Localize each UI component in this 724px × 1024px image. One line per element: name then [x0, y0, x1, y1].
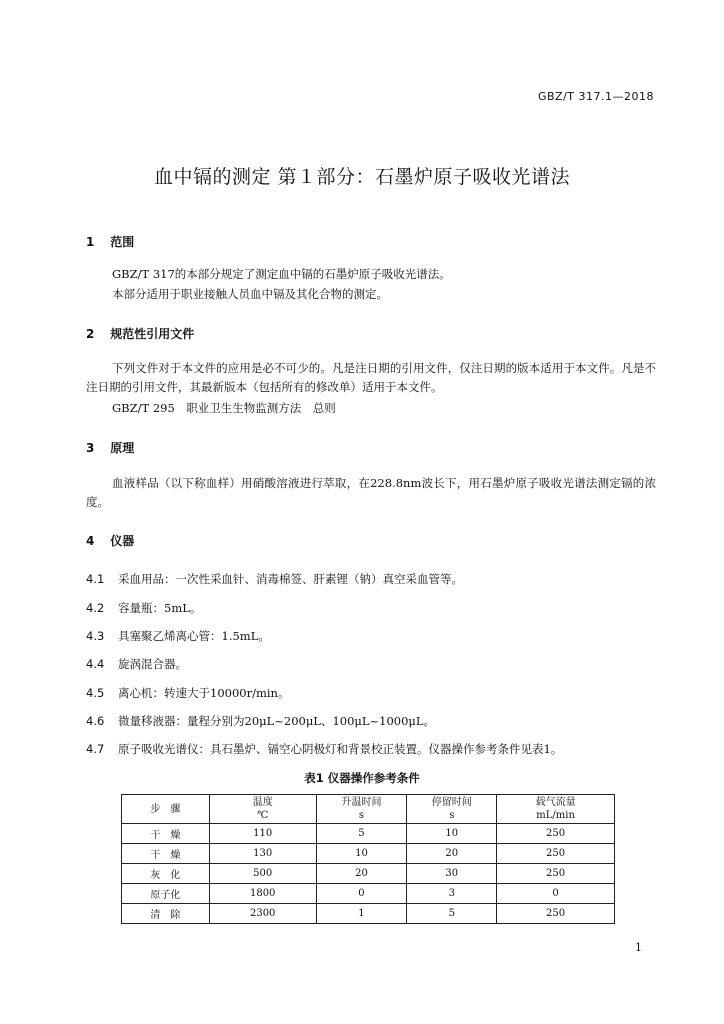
- item-number: 4.6: [86, 714, 105, 728]
- section-number: 3: [86, 441, 95, 455]
- standard-code: GBZ/T 317.1—2018: [537, 90, 654, 103]
- section-title: 范围: [110, 235, 135, 249]
- instrument-conditions-table: [121, 794, 615, 924]
- instrument-item-4-5: [86, 685, 289, 701]
- table-cell: 250: [497, 864, 615, 884]
- table-cell: 灰 化: [122, 864, 210, 884]
- table-row: [122, 884, 615, 904]
- header-gas-flow: 载气流量 mL/min: [497, 795, 615, 824]
- header-step: 步 骤: [122, 795, 210, 824]
- instrument-item-4-7: [86, 741, 562, 757]
- header-unit: ℃: [257, 810, 269, 821]
- item-text: 原子吸收光谱仪：具石墨炉、镉空心阴极灯和背景校正装置。仪器操作参考条件见表1。: [118, 742, 563, 756]
- table-cell: 1800: [209, 884, 316, 904]
- table-cell: 10: [407, 824, 497, 844]
- table-cell: 20: [316, 864, 407, 884]
- table-cell: 250: [497, 844, 615, 864]
- header-hold-time: 停留时间 s: [407, 795, 497, 824]
- item-text: 采血用品：一次性采血针、消毒棉签、肝素锂（钠）真空采血管等。: [118, 572, 463, 586]
- section-2-heading: [86, 325, 194, 342]
- item-number: 4.7: [86, 742, 105, 756]
- section-number: 4: [86, 534, 95, 548]
- table-cell: 5: [316, 824, 407, 844]
- table-cell: 原子化: [122, 884, 210, 904]
- section-title: 规范性引用文件: [110, 327, 195, 341]
- item-number: 4.3: [86, 629, 105, 643]
- table-row: [122, 844, 615, 864]
- item-text: 离心机：转速大于10000r/min。: [118, 686, 290, 700]
- document-title: 血中镉的测定 第１部分：石墨炉原子吸收光谱法: [153, 166, 571, 188]
- section-4-heading: [86, 532, 134, 549]
- table-cell: 250: [497, 904, 615, 924]
- scope-paragraph-2: 本部分适用于职业接触人员血中镉及其化合物的测定。: [112, 287, 388, 301]
- section-title: 仪器: [110, 534, 135, 548]
- table-header-row: [122, 795, 615, 824]
- table-cell: 1: [316, 904, 407, 924]
- section-number: 2: [86, 327, 95, 341]
- table-cell: 干 燥: [122, 844, 210, 864]
- table-caption: 表1 仪器操作参考条件: [304, 771, 420, 785]
- table-cell: 110: [209, 824, 316, 844]
- table-row: [122, 864, 615, 884]
- table-cell: 500: [209, 864, 316, 884]
- section-1-heading: [86, 233, 134, 250]
- table-cell: 0: [316, 884, 407, 904]
- section-number: 1: [86, 235, 95, 249]
- instrument-item-4-3: [86, 628, 270, 644]
- item-number: 4.5: [86, 686, 105, 700]
- principle-paragraph: 血液样品（以下称血样）用硝酸溶液进行萃取，在228.8nm波长下，用石墨炉原子吸收光谱法测定镉的浓度。: [86, 476, 656, 509]
- header-unit: s: [449, 810, 455, 821]
- table-cell: 30: [407, 864, 497, 884]
- table-cell: 20: [407, 844, 497, 864]
- page-number: 1: [635, 941, 642, 954]
- instrument-item-4-6: [86, 713, 435, 729]
- table-row: [122, 824, 615, 844]
- instrument-item-4-4: [86, 656, 187, 672]
- table-cell: 0: [497, 884, 615, 904]
- section-title: 原理: [110, 441, 135, 455]
- table-cell: 10: [316, 844, 407, 864]
- table-cell: 3: [407, 884, 497, 904]
- item-number: 4.2: [86, 601, 105, 615]
- item-text: 具塞聚乙烯离心管：1.5mL。: [118, 629, 270, 643]
- normative-references-paragraph: 下列文件对于本文件的应用是必不可少的。凡是注日期的引用文件，仅注日期的版本适用于本文件。凡是不注日期的引用文件，其最新版本（包括所有的修改单）适用于本文件。: [86, 361, 656, 394]
- scope-paragraph-1: GBZ/T 317的本部分规定了测定血中镉的石墨炉原子吸收光谱法。: [112, 267, 451, 281]
- table-cell: 2300: [209, 904, 316, 924]
- item-text: 微量移液器：量程分别为20μL~200μL、100μL~1000μL。: [118, 714, 436, 728]
- instrument-item-4-1: [86, 571, 463, 587]
- table-cell: 250: [497, 824, 615, 844]
- instrument-item-4-2: [86, 600, 201, 616]
- reference-gbz-t-295: GBZ/T 295 职业卫生生物监测方法 总则: [112, 401, 336, 415]
- item-number: 4.1: [86, 572, 105, 586]
- table-cell: 清 除: [122, 904, 210, 924]
- header-unit: mL/min: [536, 810, 575, 821]
- item-number: 4.4: [86, 657, 105, 671]
- table-row: [122, 904, 615, 924]
- section-3-heading: [86, 439, 134, 456]
- header-ramp-time: 升温时间 s: [316, 795, 407, 824]
- header-temperature: 温度 ℃: [209, 795, 316, 824]
- item-text: 容量瓶：5mL。: [118, 601, 202, 615]
- table-cell: 干 燥: [122, 824, 210, 844]
- header-unit: s: [358, 810, 365, 821]
- item-text: 旋涡混合器。: [118, 657, 187, 671]
- table-cell: 5: [407, 904, 497, 924]
- table-cell: 130: [209, 844, 316, 864]
